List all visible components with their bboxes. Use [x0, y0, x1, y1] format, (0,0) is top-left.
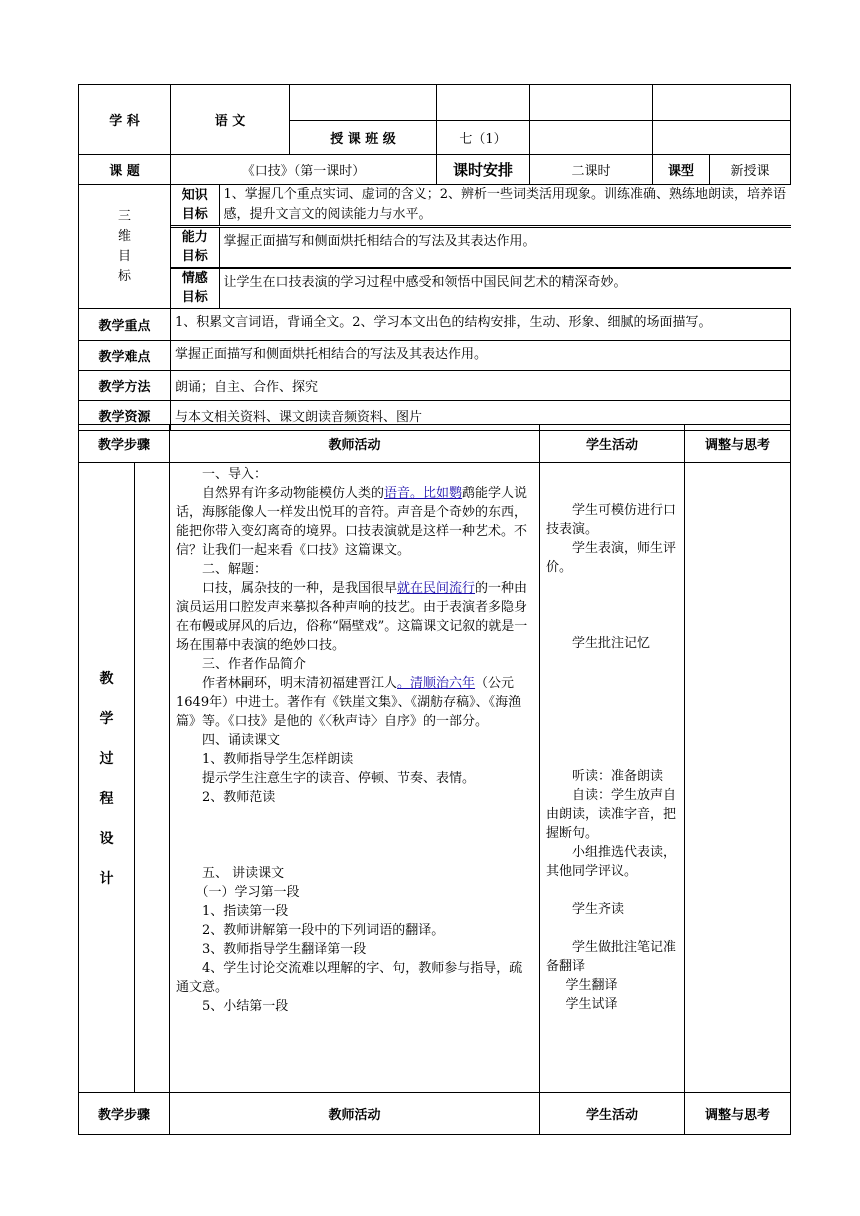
- knowledge-goal-text: 1、掌握几个重点实词、虚词的含义；2、辨析一些词类活用现象。训练准确、熟练地朗读，培养语感，提升文言文的阅读能力与水平。: [219, 185, 791, 226]
- reflection-col-header: 调整与思考: [685, 1093, 791, 1135]
- process-label: 教 学 过 程 设 计: [79, 463, 135, 1093]
- reflection-col-header: 调整与思考: [685, 425, 791, 463]
- empty-cell: [530, 85, 653, 121]
- lesson-info-table: [78, 84, 791, 431]
- class-label: 授 课 班 级: [290, 121, 437, 155]
- link-text[interactable]: 。清顺治六年: [397, 676, 476, 691]
- focus-label: 教学重点: [79, 309, 171, 341]
- empty-cell: [135, 463, 170, 1093]
- schedule-value: 二课时: [530, 155, 653, 185]
- resource-label: 教学资源: [79, 401, 171, 431]
- empty-cell: [530, 121, 653, 155]
- steps-col-header: 教学步骤: [79, 425, 170, 463]
- student-col-header: 学生活动: [540, 1093, 685, 1135]
- ability-goal-text: 掌握正面描写和侧面烘托相结合的写法及其表达作用。: [219, 227, 791, 267]
- class-value: 七（1）: [437, 121, 530, 155]
- emotion-goal-text: 让学生在口技表演的学习过程中感受和领悟中国民间艺术的精深奇妙。: [219, 268, 791, 308]
- method-label: 教学方法: [79, 371, 171, 401]
- method-text: 朗诵；自主、合作、探究: [171, 371, 791, 401]
- knowledge-goal-label: 知识 目标: [171, 185, 219, 226]
- resource-text: 与本文相关资料、课文朗读音频资料、图片: [171, 401, 791, 431]
- teaching-steps-table: [78, 424, 791, 1135]
- empty-cell: [290, 85, 437, 121]
- subject-value: 语 文: [171, 85, 290, 155]
- link-text[interactable]: 就在民间流行: [397, 581, 476, 596]
- empty-cell: [653, 121, 791, 155]
- teacher-activity: 一、导入： 自然界有许多动物能模仿人类的语音。比如鹦鹉能学人说话，海豚能像人一样发出悦耳的音符。声音是个奇妙的东西，能把你带入变幻离奇的境界。口技表演就是这样一种艺术。不信？让我们一起来看《口技》这篇课文。 二、解题： 口技，属杂技的一种，是我国很早就在民间流行的一种由演员运用口腔发声来摹拟各种声响的技艺。由于表演者多隐身在布幔或屏风的后边，俗称“隔壁戏”。这篇课文记叙的就是一场在围幕中表演的绝妙口技。 三、作者作品简介 作者林嗣环，明末清初福建晋江人。清顺治六年（公元1649年）中进士。著作有《铁崖文集》、《湖舫存稿》、《海渔篇》等。《口技》是他的《〈秋声诗〉自序》的一部分。 四、诵读课文 1、教师指导学生怎样朗读 提示学生注意生字的读音、停顿、节奏、表情。 2、教师范读 五、 讲读课文 （一）学习第一段 1、指读第一段 2、教师讲解第一段中的下列词语的翻译。 3、教师指导学生翻译第一段 4、学生讨论交流难以理解的字、句，教师参与指导，疏通文意。 5、小结第一段: [170, 463, 540, 1093]
- ability-goal-label: 能力 目标: [171, 227, 219, 267]
- student-col-header: 学生活动: [540, 425, 685, 463]
- steps-col-header: 教学步骤: [79, 1093, 170, 1135]
- type-value: 新授课: [710, 155, 791, 185]
- difficulty-text: 掌握正面描写和侧面烘托相结合的写法及其表达作用。: [171, 341, 791, 371]
- type-label: 课型: [653, 155, 710, 185]
- focus-text: 1、积累文言词语，背诵全文。2、学习本文出色的结构安排，生动、形象、细腻的场面描写。: [171, 309, 791, 341]
- teacher-col-header: 教师活动: [170, 425, 540, 463]
- empty-cell: [653, 85, 791, 121]
- subject-label: 学 科: [79, 85, 171, 155]
- student-activity: 学生可模仿进行口技表演。 学生表演，师生评价。 学生批注记忆 听读：准备朗读 自读：学生放声自由朗读，读准字音，把握断句。 小组推选代表读，其他同学评议。 学生齐读 学生做批注笔记准备翻译 学生翻译 学生试译: [540, 463, 685, 1093]
- empty-cell: [437, 85, 530, 121]
- emotion-goal-label: 情感 目标: [171, 268, 219, 308]
- topic-value: 《口技》（第一课时）: [171, 155, 437, 185]
- link-text[interactable]: 语音。比如鹦: [384, 486, 463, 501]
- topic-label: 课 题: [79, 155, 171, 185]
- difficulty-label: 教学难点: [79, 341, 171, 371]
- schedule-label: 课时安排: [437, 155, 530, 185]
- objectives-label: 三 维 目 标: [79, 185, 171, 309]
- teacher-col-header: 教师活动: [170, 1093, 540, 1135]
- reflection-cell: [685, 463, 791, 1093]
